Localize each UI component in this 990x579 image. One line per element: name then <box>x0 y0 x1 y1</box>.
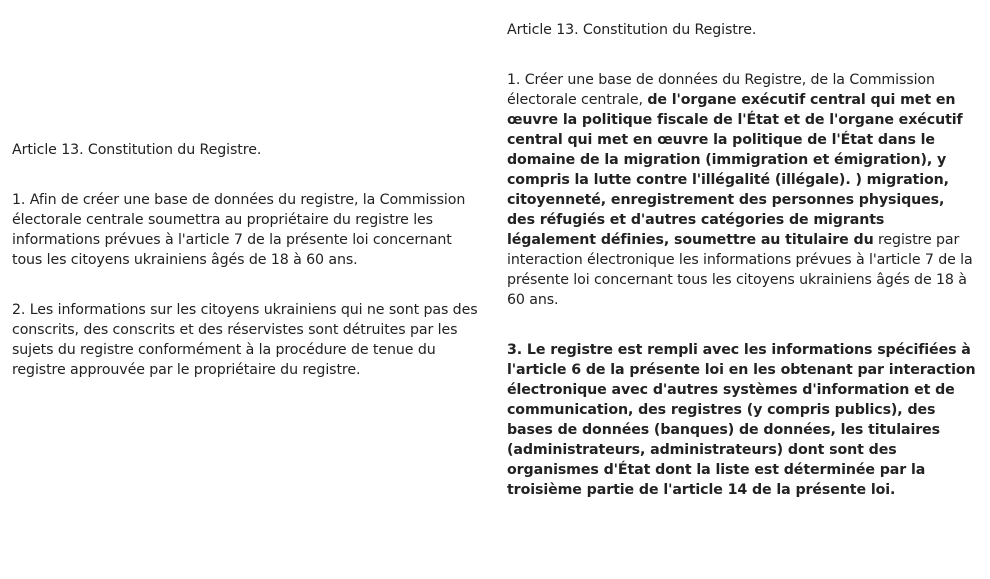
right-article-heading: Article 13. Constitution du Registre. <box>507 22 757 38</box>
right-paragraph-1 <box>507 70 977 310</box>
left-paragraph-2: 2. Les informations sur les citoyens ukrainiens qui ne sont pas des conscrits, des conscrits et des réservistes sont détruites par les sujets du registre conformément à la procédure de tenue du registre approuvée par le propriétaire du registre. <box>12 302 478 378</box>
right-paragraph-3: 3. Le registre est rempli avec les informations spécifiées à l'article 6 de la présente loi en les obtenant par interaction électronique avec d'autres systèmes d'information et de communication, des registres (y compris publics), des bases de données (banques) de données, les titulaires (administrateurs, administrateurs) dont sont des organismes d'État dont la liste est déterminée par la troisième partie de l'article 14 de la présente loi. <box>507 342 976 498</box>
right-paragraph-1-bold-insert: de l'organe exécutif central qui met en œuvre la politique fiscale de l'État et de l'organe exécutif central qui met en œuvre la politique de l'État dans le domaine de la migration (immigration et émigration), y compris la lutte contre l'illégalité (illégale). ) migration, citoyenneté, enregistrement des personnes physiques, des réfugiés et d'autres catégories de migrants légalement définies, soumettre au titulaire du <box>507 92 963 248</box>
left-article-heading: Article 13. Constitution du Registre. <box>12 142 262 158</box>
left-column <box>12 140 482 410</box>
left-paragraph-1: 1. Afin de créer une base de données du registre, la Commission électorale centrale soumettra au propriétaire du registre les informations prévues à l'article 7 de la présente loi concernant tous les citoyens ukrainiens âgés de 18 à 60 ans. <box>12 192 466 268</box>
right-column <box>507 20 977 530</box>
right-paragraph-1-end: registre par interaction électronique les informations prévues à l'article 7 de la présente loi concernant tous les citoyens ukrainiens âgés de 18 à 60 ans. <box>507 232 973 308</box>
right-paragraph-1-intro: 1. Créer une base de données du Registre, de la Commission électorale centrale, <box>507 72 935 108</box>
